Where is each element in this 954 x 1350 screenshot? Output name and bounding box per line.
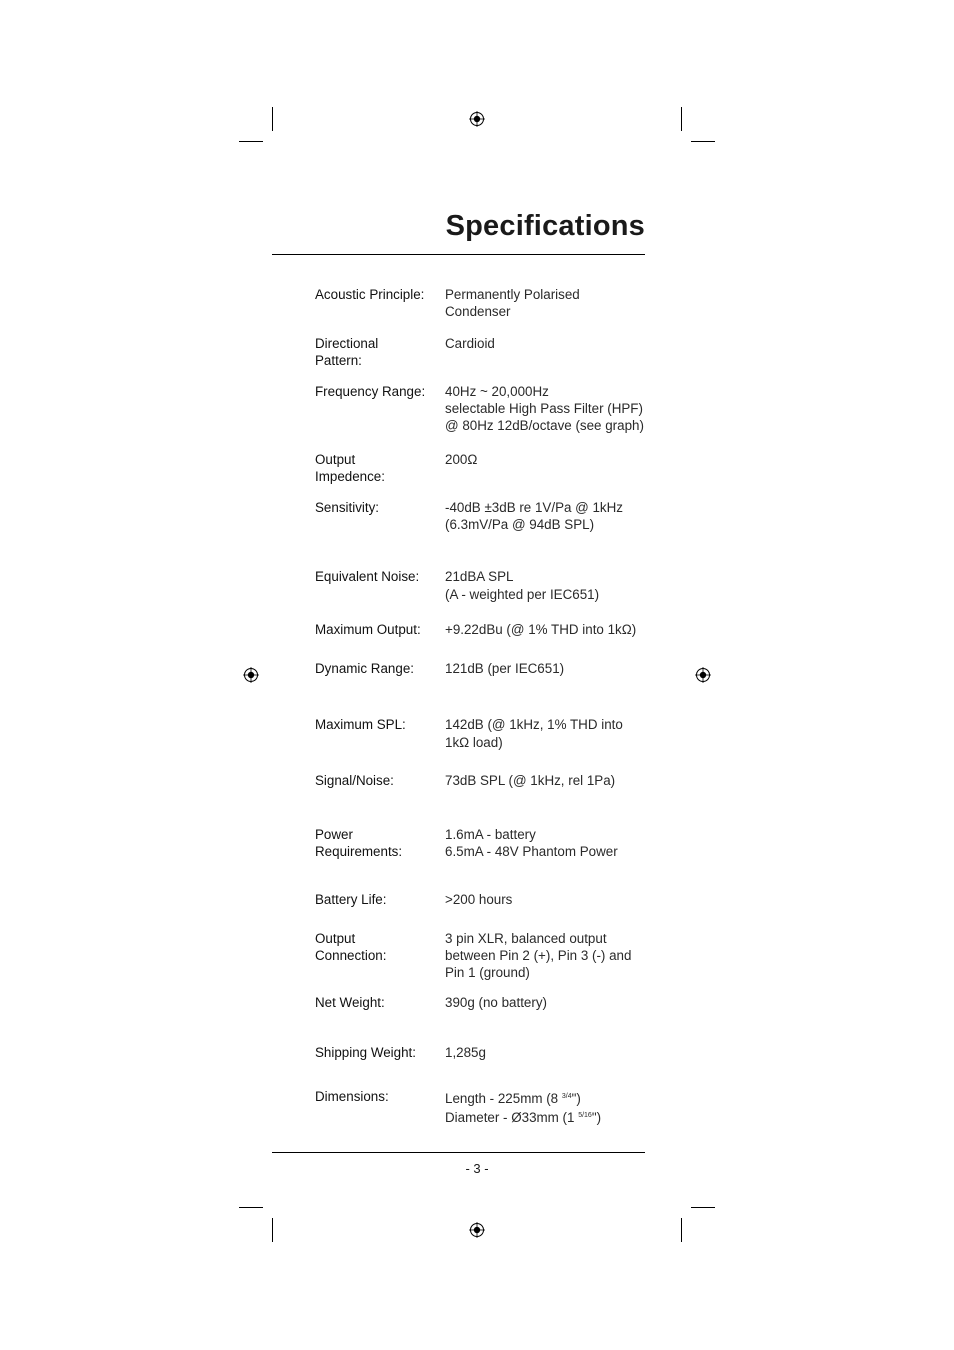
- spec-label: [315, 335, 440, 369]
- spec-label: [315, 1044, 440, 1061]
- spec-label: [315, 451, 440, 485]
- dimension-diameter-fraction: 5/16: [578, 1112, 592, 1119]
- spec-value-line: Condenser: [445, 304, 511, 319]
- spec-label: [315, 994, 440, 1011]
- spec-value-line: 6.5mA - 48V Phantom Power: [445, 844, 618, 859]
- spec-label: [315, 660, 440, 677]
- spec-label: [315, 286, 440, 303]
- spec-label-line: Requirements:: [315, 844, 403, 859]
- spec-label-line: Shipping Weight:: [315, 1045, 416, 1060]
- spec-value: [445, 772, 660, 789]
- spec-value: [445, 286, 660, 320]
- registration-mark-icon: [243, 667, 259, 683]
- dimension-diameter: [445, 1107, 660, 1126]
- spec-label-line: Equivalent Noise:: [315, 569, 420, 584]
- spec-label: [315, 772, 440, 789]
- page-title: Specifications: [445, 210, 645, 242]
- page-number: - 3 -: [465, 1161, 489, 1176]
- crop-mark: [239, 1207, 263, 1208]
- spec-label: [315, 716, 440, 733]
- spec-value: [445, 826, 660, 860]
- spec-label-line: Maximum SPL:: [315, 717, 406, 732]
- spec-value-line: (A - weighted per IEC651): [445, 587, 600, 602]
- dimension-length-text: Length - 225mm (8: [445, 1091, 562, 1106]
- spec-value-line: Permanently Polarised: [445, 287, 580, 302]
- dimension-length-close: "): [571, 1091, 581, 1106]
- spec-value-line: >200 hours: [445, 892, 513, 907]
- spec-label-line: Dynamic Range:: [315, 661, 414, 676]
- spec-value: [445, 716, 660, 751]
- spec-value-line: @ 80Hz 12dB/octave (see graph): [445, 418, 644, 433]
- spec-value-line: between Pin 2 (+), Pin 3 (-) and: [445, 948, 632, 963]
- crop-mark: [272, 107, 273, 131]
- registration-mark-icon: [695, 667, 711, 683]
- spec-value-line: 121dB (per IEC651): [445, 661, 565, 676]
- spec-label-line: Dimensions:: [315, 1089, 389, 1104]
- crop-mark: [691, 1207, 715, 1208]
- crop-mark: [239, 141, 263, 142]
- spec-value-line: 390g (no battery): [445, 995, 547, 1010]
- dimension-length: [445, 1088, 660, 1107]
- crop-mark: [691, 141, 715, 142]
- spec-label-line: Power: [315, 827, 353, 842]
- spec-label-line: Frequency Range:: [315, 384, 426, 399]
- spec-value: [445, 1088, 660, 1126]
- spec-value: [445, 499, 660, 533]
- spec-value: [445, 994, 660, 1011]
- footer-rule: [272, 1152, 645, 1153]
- spec-label-line: Output: [315, 931, 356, 946]
- spec-label: [315, 826, 440, 860]
- spec-label-line: Maximum Output:: [315, 622, 421, 637]
- dimension-diameter-close: "): [591, 1110, 602, 1125]
- spec-value-line: 1kΩ load): [445, 735, 503, 750]
- spec-value-line: -40dB ±3dB re 1V/Pa @ 1kHz: [445, 500, 623, 515]
- spec-value-line: 21dBA SPL: [445, 569, 514, 584]
- spec-label: [315, 499, 440, 516]
- dimension-length-fraction: 3/4: [561, 1093, 572, 1100]
- spec-value-line: 1,285g: [445, 1045, 486, 1060]
- spec-value: [445, 568, 660, 603]
- spec-label-line: Acoustic Principle:: [315, 287, 425, 302]
- spec-label-line: Connection:: [315, 948, 387, 963]
- crop-mark: [272, 1218, 273, 1242]
- crop-mark: [681, 1218, 682, 1242]
- spec-value: [445, 621, 660, 638]
- spec-label: [315, 1088, 440, 1105]
- spec-label: [315, 568, 440, 585]
- spec-label-line: Net Weight:: [315, 995, 385, 1010]
- spec-label: [315, 621, 440, 638]
- spec-label-line: Impedence:: [315, 469, 385, 484]
- spec-value-line: 40Hz ~ 20,000Hz: [445, 384, 549, 399]
- spec-value-line: +9.22dBu (@ 1% THD into 1kΩ): [445, 622, 637, 637]
- registration-mark-icon: [469, 1222, 485, 1238]
- spec-value-line: 200Ω: [445, 452, 478, 467]
- spec-value-line: selectable High Pass Filter (HPF): [445, 401, 643, 416]
- spec-label-line: Directional: [315, 336, 379, 351]
- title-rule: [272, 254, 645, 255]
- spec-value: [445, 1044, 660, 1061]
- spec-value-line: 3 pin XLR, balanced output: [445, 931, 607, 946]
- dimension-diameter-text: Diameter - Ø33mm (1: [445, 1110, 579, 1125]
- spec-label-line: Battery Life:: [315, 892, 387, 907]
- spec-value-line: Cardioid: [445, 336, 495, 351]
- spec-label-line: Output: [315, 452, 356, 467]
- spec-value-line: 142dB (@ 1kHz, 1% THD into: [445, 717, 623, 732]
- registration-mark-icon: [469, 111, 485, 127]
- spec-label-line: Sensitivity:: [315, 500, 379, 515]
- spec-value: [445, 891, 660, 908]
- spec-value: [445, 383, 660, 434]
- spec-value-line: (6.3mV/Pa @ 94dB SPL): [445, 517, 595, 532]
- spec-value: [445, 335, 660, 352]
- spec-value: [445, 930, 660, 981]
- spec-value: [445, 660, 660, 677]
- spec-label: [315, 891, 440, 908]
- spec-value-line: 1.6mA - battery: [445, 827, 536, 842]
- spec-value-line: 73dB SPL (@ 1kHz, rel 1Pa): [445, 773, 616, 788]
- spec-value: [445, 451, 660, 468]
- spec-value-line: Pin 1 (ground): [445, 965, 530, 980]
- spec-label: [315, 383, 440, 400]
- spec-label: [315, 930, 440, 964]
- crop-mark: [681, 107, 682, 131]
- spec-label-line: Signal/Noise:: [315, 773, 394, 788]
- spec-label-line: Pattern:: [315, 353, 362, 368]
